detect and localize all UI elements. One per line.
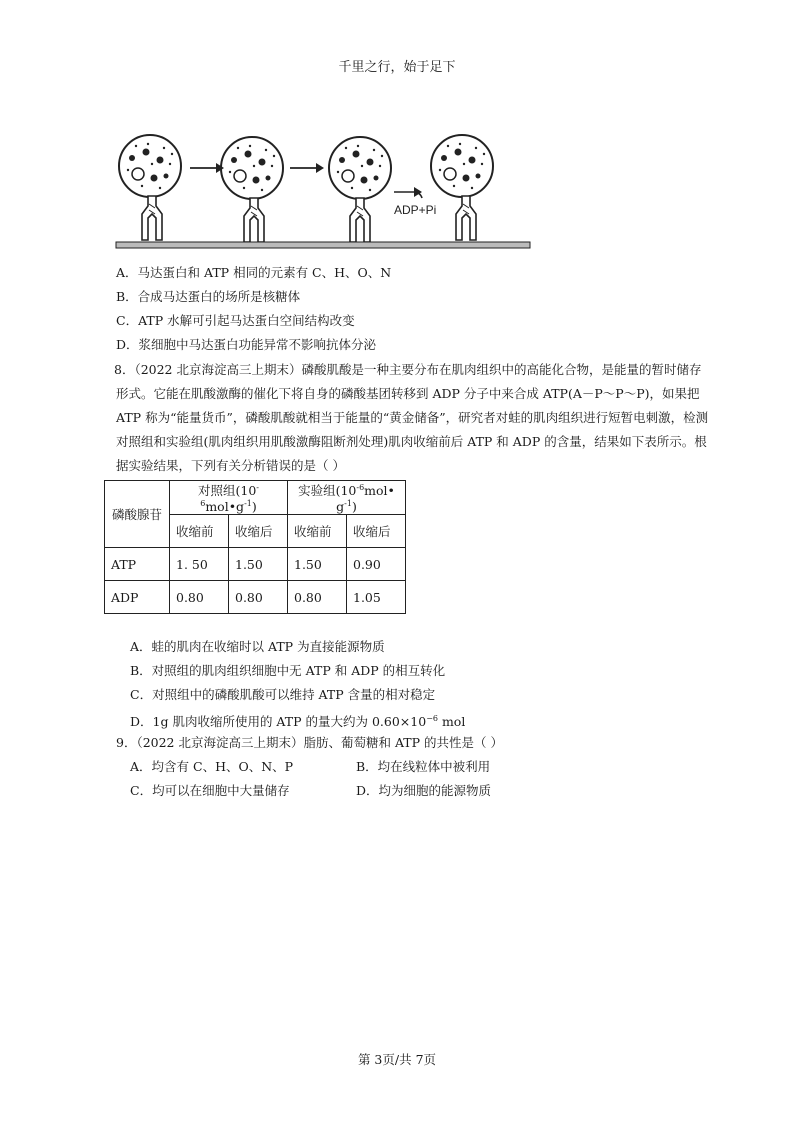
table-cell: 0.90 [347, 548, 406, 581]
q7-option-b: B．合成马达蛋白的场所是核糖体 [116, 289, 301, 304]
data-table [104, 480, 406, 614]
q9-option-d: D．均为细胞的能源物质 [356, 783, 492, 798]
table-row-label: ATP [105, 548, 170, 581]
q7-option-d: D．浆细胞中马达蛋白功能异常不影响抗体分泌 [116, 337, 377, 352]
q7-option-a: A．马达蛋白和 ATP 相同的元素有 C、H、O、N [116, 265, 392, 280]
table-cell: 1.05 [347, 581, 406, 614]
q8-option-b: B．对照组的肌肉组织细胞中无 ATP 和 ADP 的相互转化 [130, 663, 446, 678]
table-group-control: 对照组$(10^{-6}mol•g^{-1})$ [170, 481, 288, 515]
page-footer: 第 3页/共 7页 [357, 1052, 437, 1067]
table-row [105, 581, 406, 614]
table-cell: 0.80 [229, 581, 288, 614]
table-row-label: ADP [105, 581, 170, 614]
table-subheader: 收缩前 [170, 515, 229, 548]
q8-stem-line: 据实验结果，下列有关分析错误的是（ ） [116, 458, 345, 473]
figure-label: ADP+Pi [394, 203, 437, 217]
table-subheader: 收缩后 [347, 515, 406, 548]
q8-stem-line: ATP 称为“能量货币”，磷酸肌酸就相当于能量的“黄金储备”，研究者对蛙的肌肉组织进行短暂电刺激，检测 [116, 410, 709, 425]
q8-stem-line: 8．（2022 北京海淀高三上期末）磷酸肌酸是一种主要分布在肌肉组织中的高能化合物，是能量的暂时储存 [114, 362, 702, 377]
q8-stem [114, 358, 709, 478]
q9-stem: 9．（2022 北京海淀高三上期末）脂肪、葡萄糖和 ATP 的共性是（ ） [116, 735, 504, 750]
table-cell: 0.80 [288, 581, 347, 614]
table-cell: 1.50 [229, 548, 288, 581]
table-cell: 1.50 [288, 548, 347, 581]
table-cell: 0.80 [170, 581, 229, 614]
q8-stem-line: 形式。它能在肌酸激酶的催化下将自身的磷酸基团转移到 ADP 分子中来合成 ATP(A－P～P～P)，如果把 [116, 386, 700, 401]
q8-option-d: D．1g 肌肉收缩所使用的 ATP 的量大约为 $0.60\times 10^{-6}$ mol [130, 714, 466, 730]
q9-option-a: A．均含有 C、H、O、N、P [130, 759, 294, 774]
table-cell: 1. 50 [170, 548, 229, 581]
arrow-icon [290, 163, 324, 173]
arrow-icon [190, 163, 224, 173]
table-row [105, 548, 406, 581]
table-group-experiment: 实验组($10^{-6}mol•$ $g^{-1}$) [288, 481, 406, 515]
arrow-icon [394, 187, 422, 198]
q9-option-c: C．均可以在细胞中大量储存 [130, 783, 290, 798]
table-subheader: 收缩后 [229, 515, 288, 548]
q7-option-c: C．ATP 水解可引起马达蛋白空间结构改变 [116, 313, 355, 328]
q9-option-b: B．均在线粒体中被利用 [356, 759, 491, 774]
q8-option-a: A．蛙的肌肉在收缩时以 ATP 为直接能源物质 [130, 639, 385, 654]
table-subheader: 收缩前 [288, 515, 347, 548]
q8-stem-line: 对照组和实验组(肌肉组织用肌酸激酶阻断剂处理)肌肉收缩前后 ATP 和 ADP 的含量，结果如下表所示。根 [116, 434, 707, 449]
q8-option-c: C．对照组中的磷酸肌酸可以维持 ATP 含量的相对稳定 [130, 687, 436, 702]
table-corner: 磷酸腺苷 [105, 481, 170, 548]
page-header: 千里之行，始于足下 [338, 60, 456, 75]
motor-protein-figure [112, 128, 532, 256]
